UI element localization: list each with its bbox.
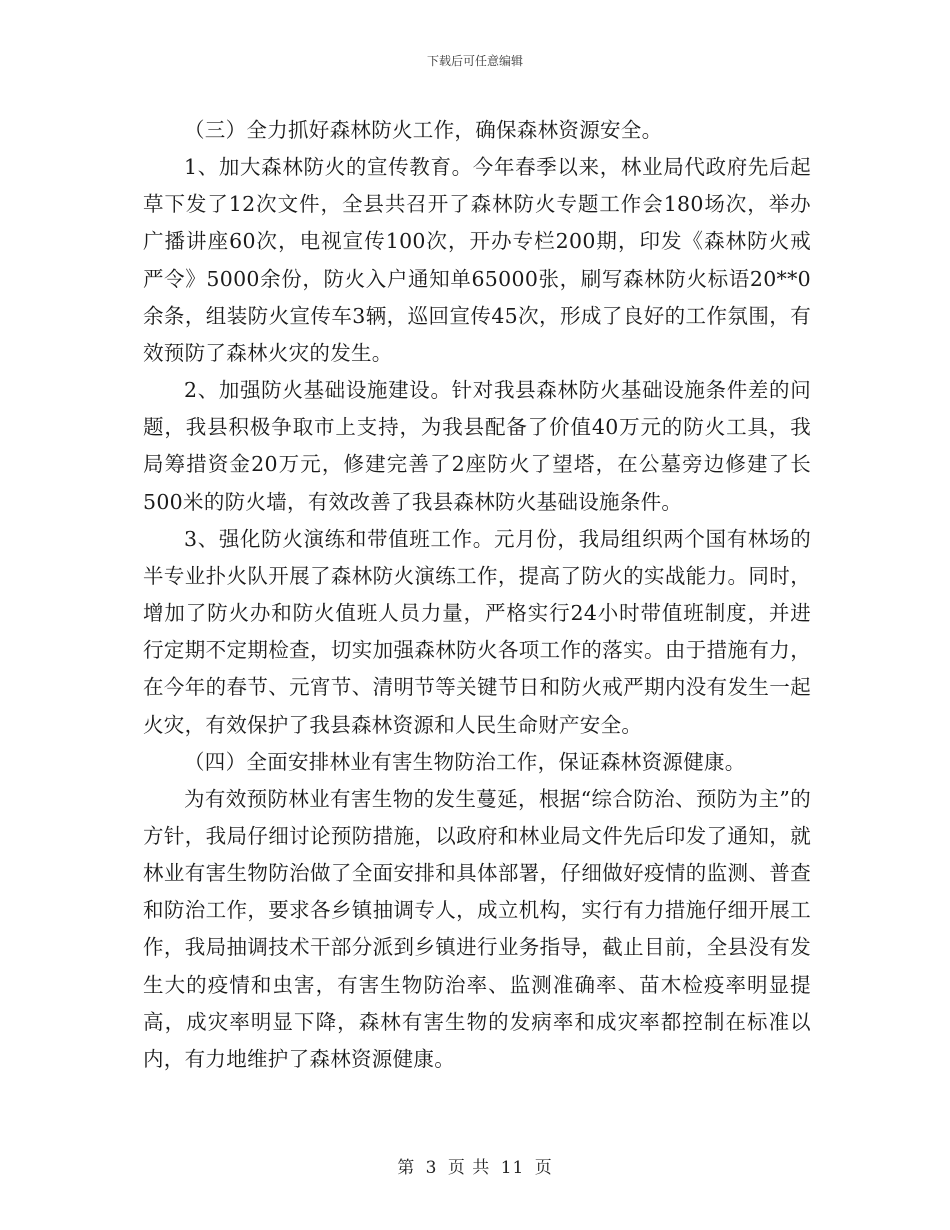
paragraph-pest-control: 为有效预防林业有害生物的发生蔓延，根据“综合防治、预防为主”的方针，我局仔细讨论预防措施，以政府和林业局文件先后印发了通知，就林业有害生物防治做了全面安排和具体部署，仔细做好疫情的监测、普查和防治工作，要求各乡镇抽调专人，成立机构，实行有力措施仔细开展工作，我局抽调技术干部分派到乡镇进行业务指导，截止目前，全县没有发生大的疫情和虫害，有害生物防治率、监测准确率、苗木检疫率明显提高，成灾率明显下降，森林有害生物的发病率和成灾率都控制在标准以内，有力地维护了森林资源健康。 [143,786,811,1071]
section-heading-4: （四）全面安排林业有害生物防治工作，保证森林资源健康。 [184,749,746,774]
page-footer [0,1153,950,1178]
footer-total-pages: 11 [500,1158,525,1178]
header-note: 下载后可任意编辑 [426,54,523,68]
document-body [143,112,811,1078]
paragraph-drills: 3、强化防火演练和带值班工作。元月份，我局组织两个国有林场的半专业扑火队开展了森林防火演练工作，提高了防火的实战能力。同时，增加了防火办和防火值班人员力量，严格实行24小时带值班制度，并进行定期不定期检查，切实加强森林防火各项工作的落实。由于措施有力，在今年的春节、元宵节、清明节等关键节日和防火戒严期内没有发生一起火灾，有效保护了我县森林资源和人民生命财产安全。 [143,526,811,737]
footer-suffix: 页 [534,1158,553,1178]
paragraph-publicity: 1、加大森林防火的宣传教育。今年春季以来，林业局代政府先后起草下发了12次文件，全县共召开了森林防火专题工作会180场次，举办广播讲座60次，电视宣传100次，开办专栏200期，印发《森林防火戒严令》5000余份，防火入户通知单65000张，刷写森林防火标语20**0余条，组装防火宣传车3辆，巡回宣传45次，形成了良好的工作氛围，有效预防了森林火灾的发生。 [143,155,811,365]
footer-prefix: 第 [397,1158,416,1178]
footer-current-page: 3 [425,1158,438,1178]
section-heading-3: （三）全力抓好森林防火工作，确保森林资源安全。 [184,118,663,142]
paragraph-infrastructure: 2、加强防火基础设施建设。针对我县森林防火基础设施条件差的问题，我县积极争取市上支持，为我县配备了价值40万元的防火工具，我局筹措资金20万元，修建完善了2座防火了望塔，在公墓旁边修建了长500米的防火墙，有效改善了我县森林防火基础设施条件。 [143,378,811,514]
footer-middle: 页 共 [447,1158,491,1178]
